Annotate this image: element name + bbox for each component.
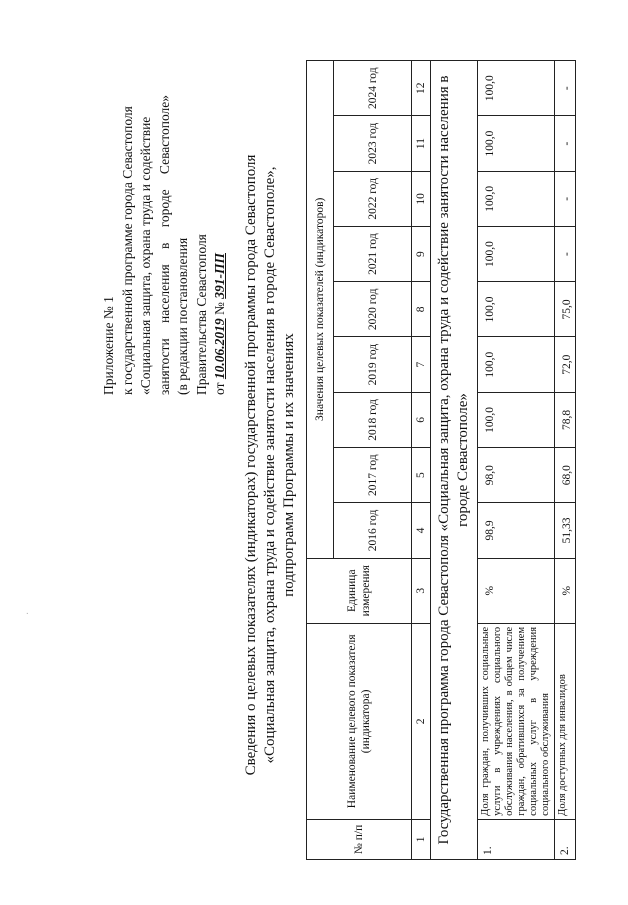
indicators-table [306,60,576,860]
column-number: 1 [412,819,431,859]
value-cell: 100,0 [478,61,555,116]
value-cell: 98,0 [478,448,555,503]
appendix-line: к государственной программе города Севастополя [119,106,135,395]
value-cell: 100,0 [478,337,555,392]
value-cell: 98,9 [478,503,555,558]
column-number: 6 [412,392,431,447]
resolution-number: 391-ПП [212,253,227,299]
column-number: 3 [412,558,431,623]
value-cell: 78,8 [555,392,576,447]
indicator-unit: % [555,558,576,623]
value-cell: 100,0 [478,282,555,337]
number-sign: № [212,302,227,316]
row-number: 2. [555,819,576,859]
year-header: 2020 год [334,282,412,337]
header-row [307,61,334,860]
section-row [431,61,478,860]
indicator-unit: % [478,558,555,623]
appendix-date-line [211,95,230,395]
value-cell: 72,0 [555,337,576,392]
value-cell: - [555,171,576,226]
value-cell: - [555,116,576,171]
appendix-title: Приложение № 1 [101,296,116,395]
appendix-line: (в редакции постановления [175,237,190,395]
values-group-header: Значения целевых показателей (индикаторов) [307,61,334,559]
value-cell: - [555,61,576,116]
indicator-name: Доля доступных для инвалидов [555,623,576,819]
appendix-line: занятости населения в городе Севастополе» [156,95,172,395]
value-cell: 100,0 [478,226,555,281]
table-row [555,61,576,860]
year-header: 2021 год [334,226,412,281]
appendix-line: «Социальная защита, охрана труда и содействие [138,116,153,395]
heading-line: Сведения о целевых показателях (индикаторах) государственной программы города Севастополя [243,154,259,776]
value-cell: 100,0 [478,392,555,447]
value-cell: 100,0 [478,171,555,226]
col-unit-header: Единица измерения [307,558,412,623]
appendix-block [100,95,230,395]
value-cell: 75,0 [555,282,576,337]
row-number: 1. [478,819,555,859]
year-header: 2023 год [334,116,412,171]
column-number: 2 [412,623,431,819]
date-prefix: от [212,382,227,395]
column-number: 10 [412,171,431,226]
appendix-line: Правительства Севастополя [193,234,209,395]
heading-line: «Социальная защита, охрана труда и содействие занятости населения в городе Севастополе», [262,166,278,764]
col-no-header: № п/п [307,819,412,859]
section-title: Государственная программа города Севастополя «Социальная защита, охрана труда и содействие занятости населения в городе Севастополе» [431,61,478,860]
column-number: 7 [412,337,431,392]
column-number: 9 [412,226,431,281]
value-cell: 51,33 [555,503,576,558]
heading-line: подпрограмм Программы и их значениях [281,333,297,597]
year-header: 2016 год [334,503,412,558]
value-cell: - [555,226,576,281]
indicator-name: Доля граждан, получивших социальные услуги в учреждениях социального обслуживания населения, в общем числе граждан, обратившихся за получением социальных услуг в учреждения социального обслуживания [478,623,555,819]
scan-speck: . [20,611,31,615]
column-number: 4 [412,503,431,558]
column-number: 5 [412,448,431,503]
col-name-header: Наименование целевого показателя (индикатора) [307,623,412,819]
document-heading [242,85,299,845]
year-header: 2019 год [334,337,412,392]
year-header: 2022 год [334,171,412,226]
value-cell: 100,0 [478,116,555,171]
value-cell: 68,0 [555,448,576,503]
resolution-date: 10.06.2019 [212,318,227,380]
year-header: 2018 год [334,392,412,447]
column-number: 8 [412,282,431,337]
column-numbers-row [412,61,431,860]
column-number: 12 [412,61,431,116]
column-number: 11 [412,116,431,171]
year-header: 2024 год [334,61,412,116]
year-header: 2017 год [334,448,412,503]
table-row [478,61,555,860]
